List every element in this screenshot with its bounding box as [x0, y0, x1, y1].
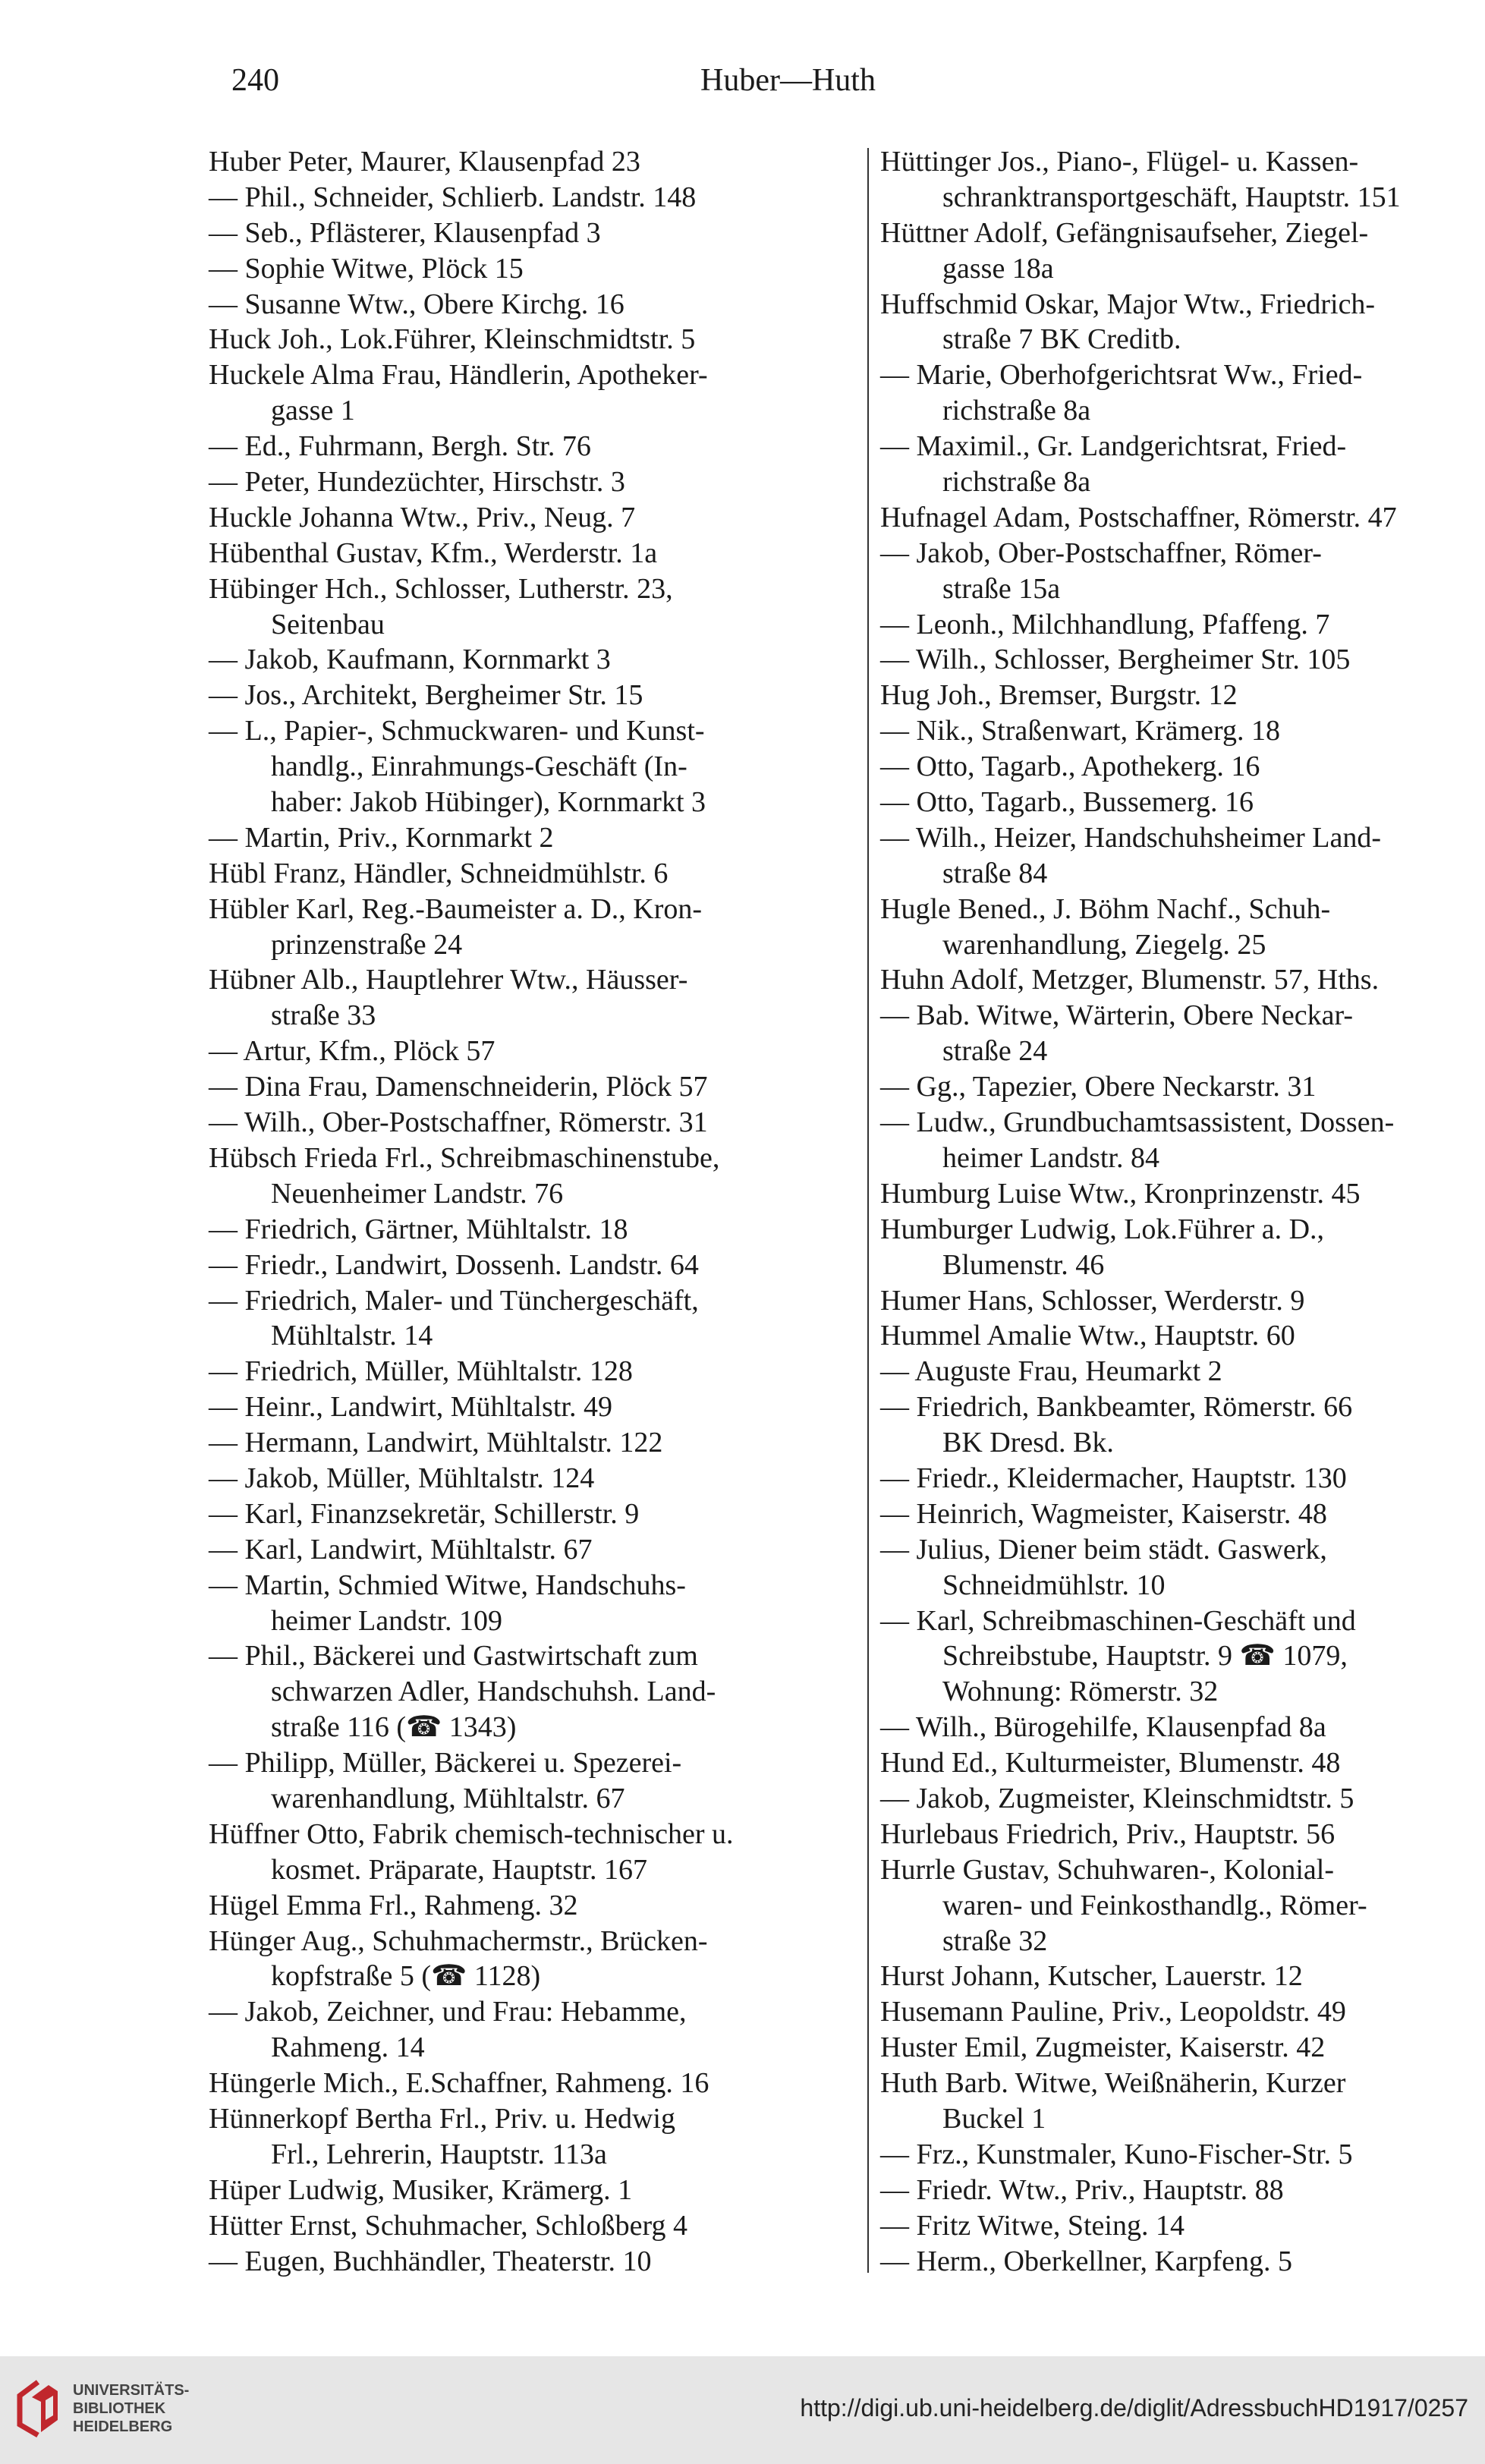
page-number: 240: [231, 63, 279, 98]
logo-text-line: HEIDELBERG: [73, 2418, 173, 2435]
directory-entry: [880, 1354, 1483, 1389]
entry-line: — Jos., Architekt, Bergheimer Str. 15: [209, 679, 643, 712]
directory-entry: [209, 429, 869, 464]
entry-line: Hünger Aug., Schuhmachermstr., Brücken-: [209, 1924, 708, 1957]
entry-line: Humburg Luise Wtw., Kronprinzenstr. 45: [880, 1177, 1361, 1210]
logo-text-line: UNIVERSITÄTS-: [73, 2382, 190, 2399]
entry-line: Husemann Pauline, Priv., Leopoldstr. 49: [880, 1996, 1346, 2028]
entry-continuation-line: Seitenbau: [271, 608, 385, 640]
directory-entry: [209, 1532, 869, 1568]
entry-line: — Friedrich, Maler- und Tünchergeschäft,: [209, 1284, 699, 1317]
entry-line: — Phil., Schneider, Schlierb. Landstr. 148: [209, 181, 697, 213]
entry-continuation-line: gasse 1: [271, 395, 355, 427]
entry-line: Huhn Adolf, Metzger, Blumenstr. 57, Hths.: [880, 964, 1380, 996]
directory-entry: [880, 785, 1483, 820]
library-logo-icon: [15, 2379, 62, 2438]
entry-continuation-line: straße 24: [942, 1035, 1048, 1068]
directory-entry: [209, 1034, 869, 1069]
entry-line: Hurrle Gustav, Schuhwaren-, Kolonial-: [880, 1853, 1334, 1886]
entry-line: — Maximil., Gr. Landgerichtsrat, Fried-: [880, 430, 1347, 463]
directory-entry: [209, 1461, 869, 1496]
directory-entry: [209, 216, 869, 251]
directory-entry: [880, 892, 1483, 963]
directory-entry: [209, 464, 869, 500]
directory-entry: [209, 962, 869, 1034]
entry-continuation-line: waren- und Feinkosthandlg., Römer-: [942, 1889, 1367, 1921]
entry-line: — Friedrich, Gärtner, Mühltalstr. 18: [209, 1213, 628, 1245]
entry-line: Humburger Ludwig, Lok.Führer a. D.,: [880, 1213, 1325, 1245]
entry-continuation-line: prinzenstraße 24: [271, 928, 463, 961]
directory-entry: [209, 287, 869, 323]
entry-continuation-line: kosmet. Präparate, Hauptstr. 167: [271, 1853, 648, 1886]
entry-line: — Artur, Kfm., Plöck 57: [209, 1035, 496, 1068]
entry-continuation-line: straße 33: [271, 999, 376, 1032]
entry-line: — Otto, Tagarb., Apothekerg. 16: [880, 751, 1260, 783]
entry-line: — Peter, Hundezüchter, Hirschstr. 3: [209, 466, 625, 499]
entry-line: Huckle Johanna Wtw., Priv., Neug. 7: [209, 501, 636, 533]
entry-line: — Gg., Tapezier, Obere Neckarstr. 31: [880, 1071, 1317, 1103]
directory-entry: [209, 2173, 869, 2208]
entry-line: Hüngerle Mich., E.Schaffner, Rahmeng. 16: [209, 2067, 709, 2100]
entry-line: — Friedr. Wtw., Priv., Hauptstr. 88: [880, 2173, 1284, 2206]
entry-line: — Leonh., Milchhandlung, Pfaffeng. 7: [880, 608, 1330, 640]
right-column: [880, 144, 1483, 2279]
entry-line: — Seb., Pflästerer, Klausenpfad 3: [209, 216, 601, 249]
directory-entry: [209, 1425, 869, 1461]
directory-entry: [880, 962, 1483, 998]
entry-continuation-line: richstraße 8a: [942, 466, 1091, 499]
entry-line: Hund Ed., Kulturmeister, Blumenstr. 48: [880, 1747, 1341, 1780]
entry-continuation-line: straße 7 BK Creditb.: [942, 323, 1181, 356]
directory-entry: [880, 1105, 1483, 1176]
entry-line: Hugle Bened., J. Böhm Nachf., Schuh-: [880, 892, 1331, 925]
directory-entry: [209, 892, 869, 963]
directory-entry: [880, 1069, 1483, 1105]
directory-entry: [209, 144, 869, 180]
directory-entry: [880, 429, 1483, 500]
entry-line: — Friedr., Kleidermacher, Hauptstr. 130: [880, 1462, 1347, 1494]
entry-line: — Jakob, Ober-Postschaffner, Römer-: [880, 537, 1322, 569]
entry-continuation-line: straße 116 (☎ 1343): [271, 1711, 517, 1744]
entry-continuation-line: straße 84: [942, 857, 1048, 889]
directory-entry: [209, 2208, 869, 2244]
directory-entry: [209, 1389, 869, 1425]
entry-line: Hug Joh., Bremser, Burgstr. 12: [880, 679, 1238, 712]
directory-entry: [209, 500, 869, 536]
entry-continuation-line: Wohnung: Römerstr. 32: [942, 1676, 1219, 1708]
directory-entry: [880, 1852, 1483, 1959]
directory-entry: [880, 1817, 1483, 1852]
entry-line: Hufnagel Adam, Postschaffner, Römerstr. 47: [880, 501, 1397, 533]
entry-continuation-line: Buckel 1: [942, 2102, 1046, 2135]
entry-line: Huber Peter, Maurer, Klausenpfad 23: [209, 146, 640, 178]
entry-line: — Nik., Straßenwart, Krämerg. 18: [880, 715, 1280, 747]
directory-entry: [880, 1318, 1483, 1354]
entry-line: — Fritz Witwe, Steing. 14: [880, 2209, 1185, 2242]
directory-entry: [880, 144, 1483, 216]
directory-entry: [209, 571, 869, 643]
directory-entry: [209, 1745, 869, 1817]
directory-entry: [209, 678, 869, 713]
directory-entry: [209, 1212, 869, 1248]
entry-line: Hübinger Hch., Schlosser, Lutherstr. 23,: [209, 572, 673, 605]
directory-entry: [209, 1568, 869, 1639]
entry-line: — Jakob, Kaufmann, Kornmarkt 3: [209, 644, 611, 676]
directory-entry: [880, 2137, 1483, 2173]
directory-entry: [880, 500, 1483, 536]
entry-line: — Martin, Priv., Kornmarkt 2: [209, 821, 554, 854]
entry-line: Hübsch Frieda Frl., Schreibmaschinenstube,: [209, 1141, 720, 1174]
entry-line: — Otto, Tagarb., Bussemerg. 16: [880, 786, 1254, 819]
directory-entry: [209, 642, 869, 678]
entry-line: Hübl Franz, Händler, Schneidmühlstr. 6: [209, 857, 669, 889]
directory-entry: [209, 1069, 869, 1105]
entry-line: — Ludw., Grundbuchamtsassistent, Dossen-: [880, 1106, 1395, 1139]
entry-line: — Hermann, Landwirt, Mühltalstr. 122: [209, 1427, 663, 1459]
directory-entry: [209, 322, 869, 357]
directory-entry: [209, 1638, 869, 1745]
entry-continuation-line: kopfstraße 5 (☎ 1128): [271, 1960, 541, 1993]
directory-entry: [209, 2244, 869, 2280]
directory-entry: [880, 1994, 1483, 2030]
directory-entry: [880, 1461, 1483, 1496]
entry-continuation-line: straße 15a: [942, 572, 1061, 605]
directory-entry: [880, 1710, 1483, 1745]
directory-entry: [880, 2173, 1483, 2208]
directory-entry: [880, 2030, 1483, 2066]
entry-line: Hütter Ernst, Schuhmacher, Schloßberg 4: [209, 2209, 687, 2242]
entry-continuation-line: straße 32: [942, 1924, 1048, 1957]
entry-line: Hübner Alb., Hauptlehrer Wtw., Häusser-: [209, 964, 688, 996]
directory-entry: [209, 1994, 869, 2066]
directory-entry: [209, 1248, 869, 1283]
directory-entry: [880, 1781, 1483, 1817]
entry-line: — Herm., Oberkellner, Karpfeng. 5: [880, 2245, 1292, 2277]
library-logo[interactable]: [15, 2379, 189, 2438]
directory-entry: [880, 2208, 1483, 2244]
entry-line: Huth Barb. Witwe, Weißnäherin, Kurzer: [880, 2067, 1346, 2100]
entry-continuation-line: heimer Landstr. 109: [271, 1604, 502, 1637]
entry-line: Hünnerkopf Bertha Frl., Priv. u. Hedwig: [209, 2102, 675, 2135]
entry-line: Huckele Alma Frau, Händlerin, Apotheker-: [209, 359, 708, 392]
directory-entry: [880, 2244, 1483, 2280]
logo-text-line: BIBLIOTHEK: [73, 2400, 166, 2417]
directory-entry: [209, 251, 869, 287]
entry-line: — Heinr., Landwirt, Mühltalstr. 49: [209, 1391, 612, 1424]
entry-line: — Friedrich, Müller, Mühltalstr. 128: [209, 1355, 633, 1388]
directory-entry: [880, 1283, 1483, 1319]
entry-line: — Karl, Schreibmaschinen-Geschäft und: [880, 1604, 1356, 1637]
entry-line: Huck Joh., Lok.Führer, Kleinschmidtstr. 5: [209, 323, 696, 356]
entry-line: Hüttinger Jos., Piano-, Flügel- u. Kassen-: [880, 146, 1359, 178]
entry-line: — Ed., Fuhrmann, Bergh. Str. 76: [209, 430, 591, 463]
entry-continuation-line: gasse 18a: [942, 252, 1054, 285]
entry-continuation-line: Neuenheimer Landstr. 76: [271, 1177, 564, 1210]
entry-line: — Jakob, Müller, Mühltalstr. 124: [209, 1462, 595, 1494]
entry-line: — Bab. Witwe, Wärterin, Obere Neckar-: [880, 999, 1354, 1032]
entry-line: Hüper Ludwig, Musiker, Krämerg. 1: [209, 2173, 633, 2206]
entry-line: Huster Emil, Zugmeister, Kaiserstr. 42: [880, 2031, 1326, 2064]
directory-entry: [880, 678, 1483, 713]
directory-entry: [209, 1283, 869, 1355]
entry-line: — Martin, Schmied Witwe, Handschuhs-: [209, 1569, 686, 1601]
column-divider: [867, 148, 869, 2273]
entry-line: — Heinrich, Wagmeister, Kaiserstr. 48: [880, 1497, 1327, 1530]
directory-entry: [880, 642, 1483, 678]
entry-line: Humer Hans, Schlosser, Werderstr. 9: [880, 1284, 1305, 1317]
entry-continuation-line: Mühltalstr. 14: [271, 1320, 433, 1352]
entry-line: Hurlebaus Friedrich, Priv., Hauptstr. 56: [880, 1817, 1336, 1850]
entry-line: Hurst Johann, Kutscher, Lauerstr. 12: [880, 1960, 1303, 1993]
directory-entry: [209, 1817, 869, 1888]
entry-line: — Marie, Oberhofgerichtsrat Ww., Fried-: [880, 359, 1363, 392]
directory-entry: [880, 998, 1483, 1069]
directory-entry: [209, 1496, 869, 1532]
directory-entry: [880, 1603, 1483, 1710]
directory-entry: [880, 1212, 1483, 1283]
directory-entry: [880, 216, 1483, 287]
directory-entry: [880, 1389, 1483, 1461]
directory-entry: [209, 1141, 869, 1212]
directory-entry: [880, 536, 1483, 607]
entry-line: — Auguste Frau, Heumarkt 2: [880, 1355, 1222, 1388]
directory-entry: [880, 749, 1483, 785]
entry-continuation-line: Blumenstr. 46: [942, 1248, 1105, 1281]
entry-continuation-line: handlg., Einrahmungs-Geschäft (In-: [271, 751, 687, 783]
entry-line: — Wilh., Schlosser, Bergheimer Str. 105: [880, 644, 1351, 676]
entry-continuation-line: schranktransportgeschäft, Hauptstr. 151: [942, 181, 1401, 213]
directory-entry: [880, 1176, 1483, 1212]
entry-line: Hübler Karl, Reg.-Baumeister a. D., Kron-: [209, 892, 703, 925]
directory-entry: [880, 1532, 1483, 1603]
directory-entry: [209, 856, 869, 892]
entry-line: Hüttner Adolf, Gefängnisaufseher, Ziegel-: [880, 216, 1369, 249]
entry-line: — Phil., Bäckerei und Gastwirtschaft zum: [209, 1640, 698, 1673]
entry-line: — Eugen, Buchhändler, Theaterstr. 10: [209, 2245, 652, 2277]
entry-line: — Friedr., Landwirt, Dossenh. Landstr. 64: [209, 1248, 699, 1281]
entry-continuation-line: warenhandlung, Mühltalstr. 67: [271, 1782, 625, 1814]
viewer-footer: [0, 2356, 1485, 2464]
directory-entry: [209, 1888, 869, 1924]
entry-line: — Julius, Diener beim städt. Gaswerk,: [880, 1533, 1327, 1566]
directory-entry: [880, 1745, 1483, 1781]
directory-entry: [209, 357, 869, 429]
entry-continuation-line: heimer Landstr. 84: [942, 1141, 1159, 1174]
directory-entry: [880, 713, 1483, 749]
entry-line: Hummel Amalie Wtw., Hauptstr. 60: [880, 1320, 1295, 1352]
entry-continuation-line: Frl., Lehrerin, Hauptstr. 113a: [271, 2138, 607, 2170]
directory-entry: [209, 2066, 869, 2101]
entry-line: — Wilh., Ober-Postschaffner, Römerstr. 31: [209, 1106, 708, 1139]
entry-line: — Jakob, Zugmeister, Kleinschmidtstr. 5: [880, 1782, 1354, 1814]
entry-continuation-line: haber: Jakob Hübinger), Kornmarkt 3: [271, 786, 706, 819]
entry-line: — Jakob, Zeichner, und Frau: Hebamme,: [209, 1996, 687, 2028]
entry-continuation-line: Schneidmühlstr. 10: [942, 1569, 1166, 1601]
entry-line: — L., Papier-, Schmuckwaren- und Kunst-: [209, 715, 705, 747]
directory-entry: [880, 607, 1483, 643]
entry-line: Hüffner Otto, Fabrik chemisch-technischer u.: [209, 1817, 734, 1850]
directory-entry: [880, 287, 1483, 358]
directory-entry: [209, 180, 869, 216]
directory-entry: [880, 1496, 1483, 1532]
entry-line: Hübenthal Gustav, Kfm., Werderstr. 1a: [209, 537, 658, 569]
directory-entry: [209, 713, 869, 820]
entry-line: Hügel Emma Frl., Rahmeng. 32: [209, 1889, 578, 1921]
entry-continuation-line: warenhandlung, Ziegelg. 25: [942, 928, 1266, 961]
entry-line: — Friedrich, Bankbeamter, Römerstr. 66: [880, 1391, 1353, 1424]
left-column: [209, 144, 869, 2279]
entry-continuation-line: richstraße 8a: [942, 395, 1091, 427]
entry-line: — Wilh., Heizer, Handschuhsheimer Land-: [880, 821, 1381, 854]
entry-line: — Philipp, Müller, Bäckerei u. Spezerei-: [209, 1747, 682, 1780]
entry-line: — Sophie Witwe, Plöck 15: [209, 252, 524, 285]
directory-entry: [880, 820, 1483, 892]
directory-entry: [209, 2101, 869, 2173]
entry-continuation-line: Schreibstube, Hauptstr. 9 ☎ 1079,: [942, 1640, 1348, 1673]
directory-entry: [880, 357, 1483, 429]
directory-entry: [209, 536, 869, 571]
running-head: Huber—Huth: [700, 63, 876, 98]
entry-line: — Dina Frau, Damenschneiderin, Plöck 57: [209, 1071, 708, 1103]
entry-line: — Karl, Finanzsekretär, Schillerstr. 9: [209, 1497, 640, 1530]
directory-entry: [209, 820, 869, 856]
directory-entry: [209, 1105, 869, 1141]
directory-entry: [880, 2066, 1483, 2137]
directory-entry: [209, 1924, 869, 1995]
entry-line: — Frz., Kunstmaler, Kuno-Fischer-Str. 5: [880, 2138, 1353, 2170]
entry-line: — Susanne Wtw., Obere Kirchg. 16: [209, 288, 625, 320]
entry-line: — Karl, Landwirt, Mühltalstr. 67: [209, 1533, 593, 1566]
permalink-url[interactable]: http://digi.ub.uni-heidelberg.de/diglit/AdressbuchHD1917/0257: [800, 2394, 1468, 2422]
entry-continuation-line: schwarzen Adler, Handschuhsh. Land-: [271, 1676, 716, 1708]
entry-line: — Wilh., Bürogehilfe, Klausenpfad 8a: [880, 1711, 1326, 1744]
entry-continuation-line: BK Dresd. Bk.: [942, 1427, 1114, 1459]
entry-line: Huffschmid Oskar, Major Wtw., Friedrich-: [880, 288, 1376, 320]
directory-entry: [209, 1354, 869, 1389]
directory-entry: [880, 1959, 1483, 1994]
entry-continuation-line: Rahmeng. 14: [271, 2031, 425, 2064]
